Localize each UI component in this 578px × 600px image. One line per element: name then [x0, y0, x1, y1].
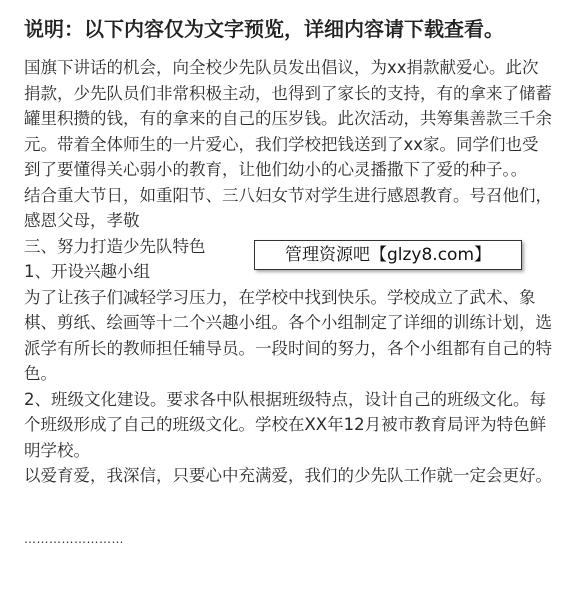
- paragraph-interest-groups: 为了让孩子们减轻学习压力，在学校中找到快乐。学校成立了武术、象棋、剪纸、绘画等十二个兴趣小组。各个小组制定了详细的训练计划，选派学有所长的教师担任辅导员。一段时间的努力，各个小组都有自己的特色。: [24, 287, 552, 383]
- paragraph-conclusion: 以爱育爱，我深信，只要心中充满爱，我们的少先队工作就一定会更好。: [24, 466, 552, 485]
- paragraph-donation: 国旗下讲话的机会，向全校少先队员发出倡议，为xx捐款献爱心。此次捐款，少先队员们非常积极主动，也得到了家长的支持，有的拿来了储蓄罐里积攒的钱，有的拿来的自己的压岁钱。此次活动，共筹集善款三千余元。带着全体师生的一片爱心，我们学校把钱送到了xx家。同学们也受到了要懂得关心弱小的教育，让他们幼小的心灵播撒下了爱的种子。。: [24, 58, 552, 179]
- subheading-interest-groups: 1、开设兴趣小组: [24, 262, 150, 281]
- document-body: [24, 55, 554, 489]
- watermark-banner: 管理资源吧【glzy8.com】: [254, 240, 522, 270]
- preview-notice: 说明：以下内容仅为文字预览，详细内容请下载查看。: [24, 17, 504, 41]
- paragraph-class-culture: 2、班级文化建设。要求各中队根据班级特点，设计自己的班级文化。每个班级形成了自己的班级文化。学校在XX年12月被市教育局评为特色鲜明学校。: [24, 389, 547, 460]
- paragraph-gratitude-education: 结合重大节日，如重阳节、三八妇女节对学生进行感恩教育。号召他们，感恩父母，孝敬: [24, 185, 552, 230]
- section-heading-3: 三、努力打造少先队特色: [24, 236, 206, 256]
- trailing-dots: ……………………: [24, 532, 124, 546]
